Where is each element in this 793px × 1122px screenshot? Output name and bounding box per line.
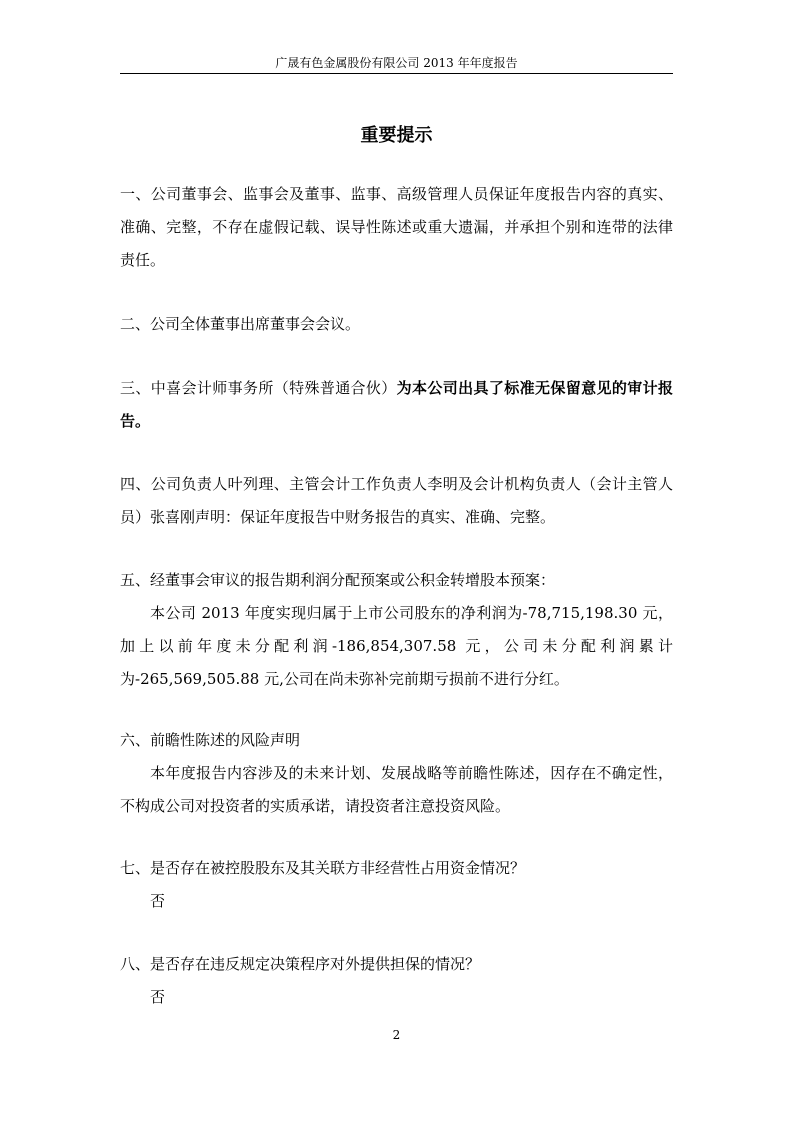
section-6-body: 本年度报告内容涉及的未来计划、发展战略等前瞻性陈述，因存在不确定性，不构成公司对投资者的实质承诺，请投资者注意投资风险。 — [120, 764, 673, 815]
section-5 — [120, 564, 673, 696]
section-3-paragraph — [120, 372, 673, 438]
section-7-answer: 否 — [150, 892, 166, 910]
section-8-heading: 八、是否存在违反规定决策程序对外提供担保的情况？ — [120, 955, 481, 973]
section-7-heading: 七、是否存在被控股股东及其关联方非经营性占用资金情况？ — [120, 859, 526, 877]
section-2 — [120, 308, 673, 341]
running-header: 广晟有色金属股份有限公司 2013 年年度报告 — [275, 56, 518, 70]
section-7 — [120, 852, 673, 918]
page-number: 2 — [392, 1028, 401, 1042]
header-rule — [120, 73, 673, 74]
section-5-body: 本公司 2013 年度实现归属于上市公司股东的净利润为-78,715,198.30 元，加上以前年度未分配利润-186,854,307.58 元，公司未分配利润累计为-265,569,505.88 元,公司在尚未弥补完前期亏损前不进行分红。 — [120, 604, 673, 688]
section-8-answer: 否 — [150, 988, 166, 1006]
section-8 — [120, 948, 673, 1014]
audit-opinion-text: 为本公司出具了标准无保留意见的审计报告。 — [120, 379, 673, 430]
section-1-text: 一、公司董事会、监事会及董事、监事、高级管理人员保证年度报告内容的真实、准确、完整，不存在虚假记载、误导性陈述或重大遗漏，并承担个别和连带的法律责任。 — [120, 185, 673, 269]
section-4-text: 四、公司负责人叶列理、主管会计工作负责人李明及会计机构负责人（会计主管人员）张喜刚声明：保证年度报告中财务报告的真实、准确、完整。 — [120, 475, 673, 526]
section-3 — [120, 372, 673, 438]
section-6-heading: 六、前瞻性陈述的风险声明 — [120, 731, 301, 749]
section-4 — [120, 468, 673, 534]
section-3-text: 三、中喜会计师事务所（特殊普通合伙） — [120, 379, 397, 397]
section-1 — [120, 178, 673, 277]
page-title: 重要提示 — [360, 125, 433, 146]
section-6 — [120, 724, 673, 823]
section-2-text: 二、公司全体董事出席董事会会议。 — [120, 315, 361, 333]
section-5-heading: 五、经董事会审议的报告期利润分配预案或公积金转增股本预案： — [120, 571, 556, 589]
